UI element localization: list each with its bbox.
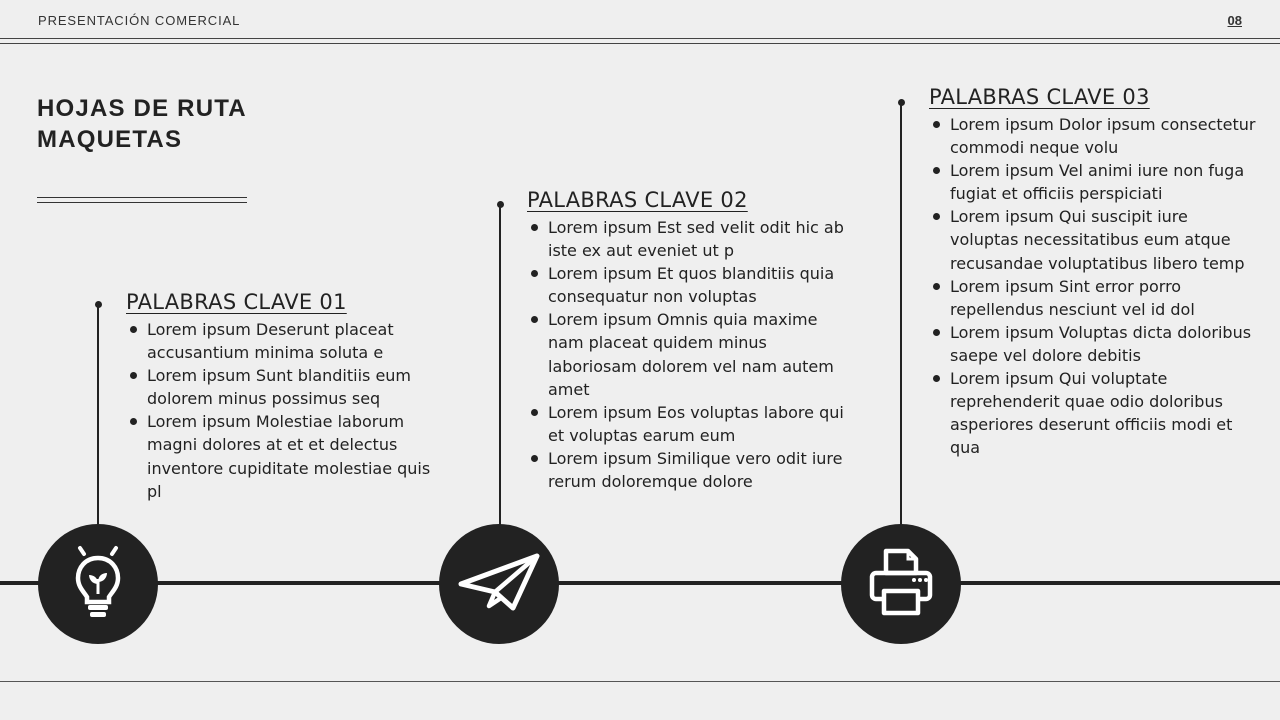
timeline-line (0, 581, 1280, 585)
milestone-1-dot (95, 301, 102, 308)
list-item: Lorem ipsum Molestiae laborum magni dolores at et et delectus inventore cupiditate molestiae quis pl (126, 410, 436, 502)
list-item: Lorem ipsum Qui suscipit iure voluptas necessitatibus eum atque recusandae voluptatibus libero temp (929, 205, 1259, 274)
list-item: Lorem ipsum Qui voluptate reprehenderit quae odio doloribus asperiores deserunt officiis modi et qua (929, 367, 1259, 459)
milestone-1-circle (38, 524, 158, 644)
title-divider-bottom (37, 202, 247, 203)
milestone-1-stem (97, 304, 99, 526)
milestone-2-title: PALABRAS CLAVE 02 (527, 188, 748, 212)
list-item: Lorem ipsum Vel animi iure non fuga fugiat et officiis perspiciati (929, 159, 1259, 205)
footer-divider (0, 681, 1280, 682)
list-item: Lorem ipsum Eos voluptas labore qui et voluptas earum eum (527, 401, 847, 447)
list-item: Lorem ipsum Voluptas dicta doloribus saepe vel dolore debitis (929, 321, 1259, 367)
list-item: Lorem ipsum Deserunt placeat accusantium minima soluta e (126, 318, 436, 364)
milestone-3-block (929, 85, 1259, 459)
milestone-2-stem (499, 204, 501, 526)
milestone-3-stem (900, 102, 902, 526)
milestone-1-block (126, 290, 436, 503)
list-item: Lorem ipsum Similique vero odit iure rerum doloremque dolore (527, 447, 847, 493)
milestone-2-dot (497, 201, 504, 208)
page-title-line-1: HOJAS DE RUTA (37, 95, 247, 122)
milestone-3-list (929, 113, 1259, 459)
milestone-3-circle (841, 524, 961, 644)
list-item: Lorem ipsum Sunt blanditiis eum dolorem minus possimus seq (126, 364, 436, 410)
milestone-3-title: PALABRAS CLAVE 03 (929, 85, 1150, 109)
milestone-1-title: PALABRAS CLAVE 01 (126, 290, 347, 314)
page-title-line-2: MAQUETAS (37, 126, 183, 153)
milestone-2-block (527, 188, 847, 493)
presentation-label: PRESENTACIÓN COMERCIAL (38, 13, 241, 28)
lightbulb-icon (70, 542, 126, 626)
page-title (37, 93, 247, 155)
list-item: Lorem ipsum Sint error porro repellendus nesciunt vel id dol (929, 275, 1259, 321)
milestone-3-dot (898, 99, 905, 106)
header-divider-top (0, 38, 1280, 39)
list-item: Lorem ipsum Est sed velit odit hic ab iste ex aut eveniet ut p (527, 216, 847, 262)
list-item: Lorem ipsum Et quos blanditiis quia consequatur non voluptas (527, 262, 847, 308)
list-item: Lorem ipsum Omnis quia maxime nam placeat quidem minus laboriosam dolorem vel nam autem amet (527, 308, 847, 400)
header-divider-bottom (0, 43, 1280, 44)
milestone-1-list (126, 318, 436, 503)
list-item: Lorem ipsum Dolor ipsum consectetur commodi neque volu (929, 113, 1259, 159)
milestone-2-list (527, 216, 847, 493)
milestone-2-circle (439, 524, 559, 644)
printer-icon (868, 547, 934, 621)
title-divider-top (37, 197, 247, 198)
paper-plane-icon (457, 552, 541, 616)
page-number: 08 (1227, 13, 1242, 28)
